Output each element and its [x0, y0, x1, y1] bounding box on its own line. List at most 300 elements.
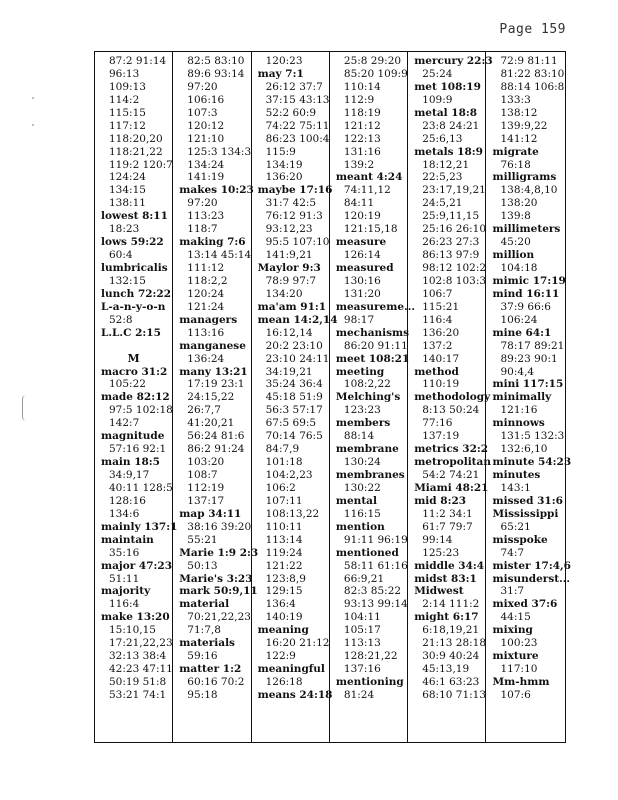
page-line-ref: 100:23: [500, 637, 538, 650]
page-line-ref: 50:19 51:8: [109, 676, 167, 688]
index-term: mister 17:4,6: [492, 559, 571, 572]
index-term: many 13:21: [179, 365, 248, 378]
page-line-ref: 108:13,22: [265, 507, 320, 520]
index-term: meant 4:24: [335, 171, 403, 184]
page-line-ref: 120:19: [343, 210, 381, 223]
index-term: major 47:23: [101, 559, 173, 572]
page-line-ref: 24:15,22: [187, 391, 235, 404]
index-term: matter 1:2: [179, 663, 242, 676]
page-line-ref: 117:12: [109, 119, 146, 132]
page-line-ref: 78:17 89:21: [500, 339, 565, 352]
page-line-ref: 128:16: [109, 494, 146, 507]
index-term: minimally: [492, 391, 552, 404]
page-line-ref: 35:16: [109, 546, 140, 559]
page-line-ref: 108:7: [187, 469, 218, 481]
page-line-ref: 140:17: [422, 352, 460, 365]
page-line-ref: 138:20: [500, 197, 538, 210]
page-line-ref: 25:8 29:20: [343, 55, 402, 67]
index-term: minute 54:23: [492, 456, 572, 469]
page-line-ref: 132:15: [109, 274, 146, 287]
page-line-ref: 32:13 38:4: [109, 650, 167, 663]
page-line-ref: 109:9: [422, 93, 453, 106]
page-line-ref: 141:9,21: [265, 249, 313, 262]
page-line-ref: 88:14 106:8: [500, 80, 565, 93]
index-term: meeting: [335, 365, 385, 378]
page-line-ref: 51:11: [109, 572, 140, 585]
page-line-ref: 74:22 75:11: [265, 119, 330, 132]
index-term: met 108:19: [414, 80, 481, 93]
index-term: map 34:11: [179, 507, 242, 520]
page-line-ref: 37:15 43:13: [265, 93, 330, 106]
page-line-ref: 139:2: [343, 158, 375, 171]
page-line-ref: 129:15: [265, 585, 303, 598]
page-line-ref: 44:15: [500, 611, 531, 624]
page-line-ref: 121:10: [187, 132, 225, 145]
page-line-ref: 34:19,21: [265, 365, 313, 378]
index-term: mercury 22:3: [414, 55, 493, 67]
page-line-ref: 131:20: [343, 287, 381, 300]
page-line-ref: 30:9 40:24: [422, 650, 480, 663]
page-line-ref: 11:2 34:1: [422, 507, 473, 520]
index-term: main 18:5: [101, 456, 160, 469]
page-line-ref: 25:16 26:10: [422, 223, 487, 236]
page-line-ref: 8:13 50:24: [422, 404, 480, 417]
page-line-ref: 31:7: [500, 585, 525, 598]
page-line-ref: 96:13: [109, 67, 140, 80]
page-line-ref: 120:12: [187, 119, 225, 132]
index-term: measured: [335, 262, 394, 274]
page-line-ref: 76:18: [500, 158, 531, 171]
page-line-ref: 126:14: [343, 249, 381, 262]
page-line-ref: 119:24: [265, 546, 303, 559]
page-line-ref: 141:19: [187, 171, 225, 184]
page-line-ref: 18:23: [109, 223, 140, 236]
page-line-ref: 130:24: [343, 456, 381, 469]
page-line-ref: 113:13: [343, 637, 381, 650]
page-line-ref: [95, 340, 172, 353]
page-line-ref: 113:16: [187, 326, 225, 339]
page-line-ref: 45:20: [500, 236, 531, 249]
page-line-ref: 74:11,12: [343, 184, 391, 197]
index-column-5: [408, 52, 493, 742]
index-term: minutes: [492, 469, 541, 481]
index-term: L-a-n-y-o-n: [101, 300, 166, 313]
page-line-ref: 2:14 111:2: [422, 598, 480, 611]
page-line-ref: 93:12,23: [265, 223, 313, 236]
page-line-ref: 60:4: [109, 249, 133, 262]
page-line-ref: 110:11: [265, 520, 303, 533]
page-line-ref: 97:20: [187, 80, 218, 93]
index-term: mixture: [492, 650, 539, 663]
page-line-ref: 114:2: [109, 93, 140, 106]
page-line-ref: 136:4: [265, 598, 296, 611]
index-term: mainly 137:1: [101, 520, 178, 533]
index-term: magnitude: [101, 430, 165, 443]
page-line-ref: 25:24: [422, 67, 453, 80]
page-line-ref: 54:2 74:21: [422, 469, 480, 481]
page-line-ref: 40:11 128:5: [109, 481, 173, 494]
page-line-ref: 82:5 83:10: [187, 55, 245, 67]
page-line-ref: 110:19: [422, 378, 460, 391]
page-line-ref: 120:23: [265, 55, 303, 67]
index-term: mine 64:1: [492, 326, 552, 339]
page-line-ref: 125:23: [422, 546, 460, 559]
page-line-ref: 77:16: [422, 417, 453, 430]
index-term: may 7:1: [257, 67, 304, 80]
page-line-ref: 99:14: [422, 533, 453, 546]
page-line-ref: 90:4,4: [500, 365, 535, 378]
page-line-ref: 20:2 23:10: [265, 339, 323, 352]
page-line-ref: 118:19: [343, 106, 381, 119]
index-term: Mississippi: [492, 507, 559, 520]
page-line-ref: 130:22: [343, 481, 381, 494]
index-term: Marie's 3:23: [179, 572, 253, 585]
page-line-ref: 121:15,18: [343, 223, 398, 236]
page-line-ref: 104:2,23: [265, 469, 313, 481]
index-term: ma'am 91:1: [257, 300, 327, 313]
page-line-ref: 71:7,8: [187, 624, 221, 637]
page-line-ref: 118:21,22: [109, 145, 163, 158]
page-line-ref: 45:13,19: [422, 663, 470, 676]
index-term: manganese: [179, 339, 246, 352]
page-line-ref: 87:2 91:14: [109, 55, 167, 67]
page-line-ref: 60:16 70:2: [187, 676, 245, 688]
index-term: Melching's: [335, 391, 401, 404]
page-line-ref: 134:19: [265, 158, 303, 171]
page-line-ref: 22:5,23: [422, 171, 463, 184]
page-line-ref: 106:2: [265, 481, 296, 494]
page-line-ref: 115:21: [422, 300, 460, 313]
page-line-ref: 88:14: [343, 430, 375, 443]
page-line-ref: 26:23 27:3: [422, 236, 480, 249]
page-line-ref: 6:18,19,21: [422, 624, 480, 637]
index-term: made 82:12: [101, 391, 170, 404]
page-line-ref: 117:10: [500, 663, 538, 676]
page-line-ref: 93:13 99:14: [343, 598, 408, 611]
page-line-ref: 131:16: [343, 145, 381, 158]
page-line-ref: 84:11: [343, 197, 375, 210]
page-line-ref: 121:22: [265, 559, 303, 572]
page-line-ref: 18:12,21: [422, 158, 470, 171]
page-line-ref: 59:16: [187, 650, 218, 663]
index-term: methodology: [414, 391, 491, 404]
page-line-ref: 16:12,14: [265, 326, 313, 339]
page-line-ref: 25:9,11,15: [422, 210, 480, 223]
page-line-ref: 89:6 93:14: [187, 67, 245, 80]
page-line-ref: 72:9 81:11: [500, 55, 558, 67]
index-term: macro 31:2: [101, 365, 168, 378]
page-line-ref: 26:12 37:7: [265, 80, 323, 93]
page-line-ref: 66:9,21: [343, 572, 385, 585]
page-line-ref: 86:20 91:11: [343, 339, 408, 352]
page-line-ref: 136:24: [187, 352, 225, 365]
page-line-ref: 45:18 51:9: [265, 391, 323, 404]
index-term: Mm-hmm: [492, 676, 550, 688]
page-line-ref: 115:15: [109, 106, 146, 119]
index-term: mark 50:9,11: [179, 585, 258, 598]
index-term: Miami 48:21: [414, 481, 489, 494]
index-term: lows 59:22: [101, 236, 164, 249]
page-line-ref: 56:24 81:6: [187, 430, 245, 443]
page-line-ref: 112:9: [343, 93, 375, 106]
page-line-ref: 134:15: [109, 184, 146, 197]
page-line-ref: 52:8: [109, 313, 133, 326]
index-term: means 24:18: [257, 688, 333, 701]
page-line-ref: 81:24: [343, 688, 375, 701]
page-line-ref: 86:23 100:4: [265, 132, 330, 145]
page-line-ref: 97:5 102:18: [109, 404, 173, 417]
page-line-ref: 122:9: [265, 650, 296, 663]
page-line-ref: 15:10,15: [109, 624, 156, 637]
page-line-ref: 112:19: [187, 481, 225, 494]
index-term: maintain: [101, 533, 154, 546]
scan-speck: [32, 124, 34, 126]
page-line-ref: 25:6,13: [422, 132, 463, 145]
page-line-ref: 138:12: [500, 106, 538, 119]
page-line-ref: 140:19: [265, 611, 303, 624]
page-line-ref: 67:5 69:5: [265, 417, 317, 430]
page-number: Page 159: [499, 22, 566, 37]
index-term: minnows: [492, 417, 545, 430]
page-line-ref: 104:11: [343, 611, 381, 624]
page-line-ref: 132:6,10: [500, 443, 548, 456]
index-term: make 13:20: [101, 611, 170, 624]
index-term: middle 34:4: [414, 559, 485, 572]
index-term: Midwest: [414, 585, 464, 598]
page-line-ref: 123:8,9: [265, 572, 306, 585]
page-line-ref: 101:18: [265, 456, 303, 469]
page-line-ref: 106:7: [422, 287, 453, 300]
page-line-ref: 68:10 71:13: [422, 688, 487, 701]
page-line-ref: 26:7,7: [187, 404, 221, 417]
index-term: Marie 1:9 2:3: [179, 546, 259, 559]
page-line-ref: 34:9,17: [109, 469, 150, 481]
index-term: metal 18:8: [414, 106, 478, 119]
page-line-ref: 57:16 92:1: [109, 443, 167, 456]
page-line-ref: 16:20 21:12: [265, 637, 330, 650]
page-line-ref: 95:18: [187, 688, 218, 701]
page-line-ref: 35:24 36:4: [265, 378, 323, 391]
page-line-ref: 104:18: [500, 262, 538, 274]
page-line-ref: 107:11: [265, 494, 303, 507]
page-line-ref: 76:12 91:3: [265, 210, 323, 223]
binding-mark: [22, 395, 29, 421]
index-term: midst 83:1: [414, 572, 477, 585]
scan-speck: [32, 97, 34, 99]
page-line-ref: 84:7,9: [265, 443, 300, 456]
page-line-ref: 17:19 23:1: [187, 378, 245, 391]
page-line-ref: 134:24: [187, 158, 225, 171]
page-line-ref: 86:13 97:9: [422, 249, 480, 262]
index-term: mid 8:23: [414, 494, 467, 507]
page-line-ref: 23:8 24:21: [422, 119, 480, 132]
index-term: mentioned: [335, 546, 399, 559]
page-line-ref: 134:20: [265, 287, 303, 300]
index-term: metrics 32:2: [414, 443, 489, 456]
page-line-ref: 70:14 76:5: [265, 430, 323, 443]
index-term: meaning: [257, 624, 309, 637]
index-term: membranes: [335, 469, 405, 481]
index-term: Maylor 9:3: [257, 262, 321, 274]
index-term: million: [492, 249, 535, 262]
page-line-ref: 124:24: [109, 171, 146, 184]
index-term: metals 18:9: [414, 145, 483, 158]
index-term: mentioning: [335, 676, 404, 688]
index-term: L.L.C 2:15: [101, 326, 161, 339]
page-line-ref: 89:23 90:1: [500, 352, 558, 365]
page-line-ref: 97:20: [187, 197, 218, 210]
index-term: meet 108:21: [335, 352, 410, 365]
index-column-6: [486, 52, 572, 742]
index-column-1: [95, 52, 178, 742]
page-line-ref: 137:17: [187, 494, 225, 507]
page-line-ref: 42:23 47:11: [109, 663, 173, 676]
page-line-ref: 134:6: [109, 507, 140, 520]
page-line-ref: 126:18: [265, 676, 303, 688]
page-line-ref: 113:14: [265, 533, 303, 546]
index-term: misunderst...: [492, 572, 571, 585]
page-line-ref: 81:22 83:10: [500, 67, 565, 80]
page-line-ref: 121:24: [187, 300, 225, 313]
page-line-ref: 137:2: [422, 339, 453, 352]
index-term: missed 31:6: [492, 494, 563, 507]
index-term: mechanisms: [335, 326, 410, 339]
index-term: mimic 17:19: [492, 274, 566, 287]
page-line-ref: 110:14: [343, 80, 381, 93]
page-line-ref: 111:12: [187, 262, 225, 274]
page-line-ref: 98:17: [343, 313, 375, 326]
page-line-ref: 120:24: [187, 287, 225, 300]
index-term: lunch 72:22: [101, 287, 172, 300]
page-line-ref: 118:20,20: [109, 132, 163, 145]
page-line-ref: 118:7: [187, 223, 218, 236]
index-term: members: [335, 417, 391, 430]
page-line-ref: 143:1: [500, 481, 531, 494]
page-line-ref: 53:21 74:1: [109, 688, 167, 701]
page-line-ref: 78:9 97:7: [265, 274, 317, 287]
section-letter: M: [127, 351, 140, 365]
page-line-ref: 142:7: [109, 417, 140, 430]
page-line-ref: 21:13 28:18: [422, 637, 487, 650]
index-term: millimeters: [492, 223, 561, 236]
index-term: method: [414, 365, 459, 378]
page-line-ref: 52:2 60:9: [265, 106, 317, 119]
page-line-ref: 137:16: [343, 663, 381, 676]
page-line-ref: 109:13: [109, 80, 146, 93]
page-line-ref: 13:14 45:14: [187, 249, 252, 262]
page-line-ref: 56:3 57:17: [265, 404, 323, 417]
page-line-ref: 70:21,22,23: [187, 611, 251, 624]
page-line-ref: 138:11: [109, 197, 146, 210]
index-term: measure: [335, 236, 387, 249]
index-term: managers: [179, 313, 238, 326]
page-line-ref: 107:3: [187, 106, 218, 119]
page-line-ref: 118:2,2: [187, 274, 228, 287]
page-line-ref: 105:17: [343, 624, 381, 637]
page-line-ref: 61:7 79:7: [422, 520, 473, 533]
index-term: lowest 8:11: [101, 210, 168, 223]
index-term: migrate: [492, 145, 539, 158]
page-line-ref: 55:21: [187, 533, 218, 546]
page-line-ref: 91:11 96:19: [343, 533, 408, 546]
page-line-ref: 108:2,22: [343, 378, 391, 391]
page-line-ref: 24:5,21: [422, 197, 463, 210]
page-line-ref: 113:23: [187, 210, 225, 223]
page-line-ref: 106:16: [187, 93, 225, 106]
page-line-ref: 50:13: [187, 559, 218, 572]
page-line-ref: 31:7 42:5: [265, 197, 317, 210]
page-line-ref: 106:24: [500, 313, 538, 326]
index-term: meaningful: [257, 663, 325, 676]
page-line-ref: 23:10 24:11: [265, 352, 330, 365]
page-line-ref: 115:9: [265, 145, 296, 158]
index-term: makes 10:23: [179, 184, 254, 197]
page-line-ref: 103:20: [187, 456, 225, 469]
page-line-ref: 98:12 102:2: [422, 262, 487, 274]
index-term: mind 16:11: [492, 287, 560, 300]
page-line-ref: 121:16: [500, 404, 538, 417]
page-line-ref: 86:2 91:24: [187, 443, 245, 456]
page-line-ref: 119:2 120:7: [109, 158, 173, 171]
page-line-ref: 116:4: [422, 313, 453, 326]
index-column-4: [330, 52, 415, 742]
page-line-ref: 105:22: [109, 378, 146, 391]
page-line-ref: 122:13: [343, 132, 381, 145]
page-line-ref: 37:9 66:6: [500, 300, 551, 313]
index-term: mixing: [492, 624, 533, 637]
page-line-ref: 38:16 39:20: [187, 520, 252, 533]
index-term: membrane: [335, 443, 399, 456]
index-term: mean 14:2,14: [257, 313, 338, 326]
index-column-3: [252, 52, 338, 742]
index-term: mini 117:15: [492, 378, 564, 391]
page-line-ref: 123:23: [343, 404, 381, 417]
index-term: making 7:6: [179, 236, 246, 249]
page-line-ref: 130:16: [343, 274, 381, 287]
index-term: measureme...: [335, 300, 415, 313]
index-term: misspoke: [492, 533, 548, 546]
index-column-2: [173, 52, 259, 742]
page-line-ref: 138:4,8,10: [500, 184, 558, 197]
page-line-ref: 133:3: [500, 93, 531, 106]
page-line-ref: 131:5 132:3: [500, 430, 565, 443]
page-line-ref: 95:5 107:10: [265, 236, 330, 249]
page-line-ref: 136:20: [422, 326, 460, 339]
page-line-ref: 65:21: [500, 520, 531, 533]
page-line-ref: 128:21,22: [343, 650, 398, 663]
page-line-ref: 125:3 134:3: [187, 145, 252, 158]
page-line-ref: 23:17,19,21: [422, 184, 486, 197]
page-line-ref: 41:20,21: [187, 417, 235, 430]
index-term: material: [179, 598, 230, 611]
page-line-ref: 58:11 61:16: [343, 559, 408, 572]
index-term: mental: [335, 494, 377, 507]
page-line-ref: 116:15: [343, 507, 381, 520]
page-line-ref: 121:12: [343, 119, 381, 132]
index-term: maybe 17:16: [257, 184, 333, 197]
page-line-ref: 102:8 103:3: [422, 274, 487, 287]
page-line-ref: 82:3 85:22: [343, 585, 402, 598]
page-line-ref: 139:9,22: [500, 119, 548, 132]
page-line-ref: 139:8: [500, 210, 531, 223]
index-term: majority: [101, 585, 151, 598]
index-term: materials: [179, 637, 235, 650]
page-line-ref: 85:20 109:9: [343, 67, 408, 80]
index-term: metropolitan: [414, 456, 491, 469]
index-term: mixed 37:6: [492, 598, 558, 611]
index-table: [94, 51, 572, 743]
page-line-ref: 17:21,22,23: [109, 637, 173, 650]
